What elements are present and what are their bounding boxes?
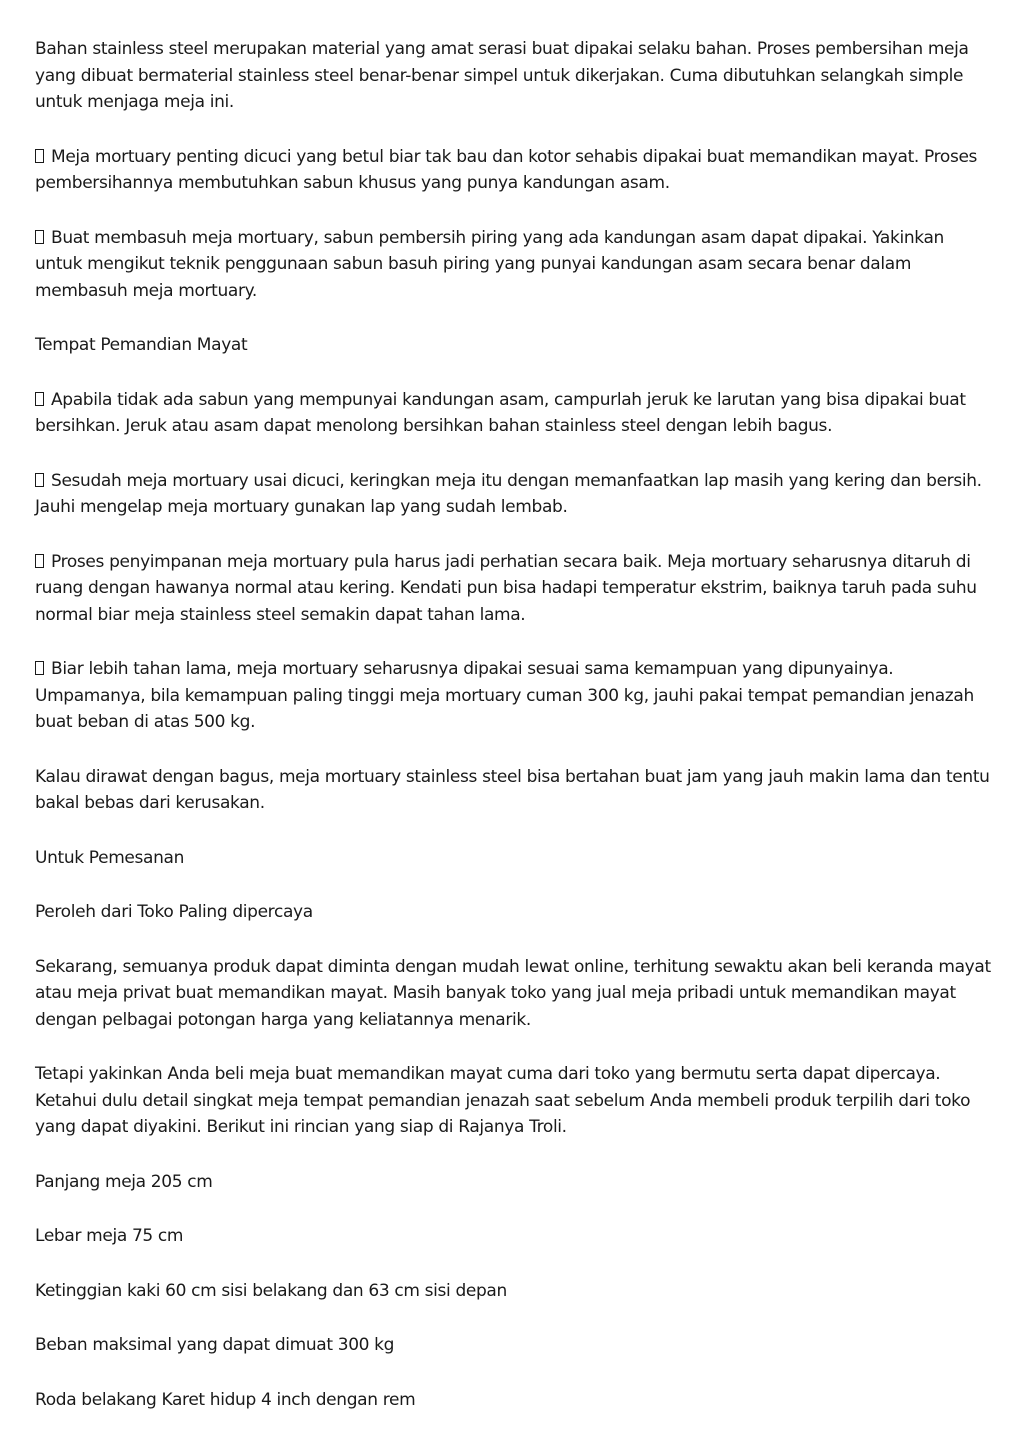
missing-glyph-bullet-icon — [35, 230, 44, 244]
missing-glyph-bullet-icon — [35, 554, 44, 568]
bullet-paragraph — [35, 468, 995, 521]
bullet-text: Meja mortuary penting dicuci yang betul biar tak bau dan kotor sehabis dipakai buat memandikan mayat. Proses pembersihannya membutuhkan sabun khusus yang punya kandungan asam. — [35, 146, 978, 193]
missing-glyph-bullet-icon — [35, 661, 44, 675]
bullet-paragraph — [35, 144, 995, 197]
document-body — [35, 36, 995, 1441]
spec-line: Panjang meja 205 cm — [35, 1171, 213, 1192]
spec-line: Roda belakang Karet hidup 4 inch dengan rem — [35, 1389, 416, 1410]
bullet-text: Sesudah meja mortuary usai dicuci, keringkan meja itu dengan memanfaatkan lap masih yang kering dan bersih. Jauhi mengelap meja mortuary gunakan lap yang sudah lembab. — [35, 470, 982, 517]
spec-line: Lebar meja 75 cm — [35, 1226, 184, 1246]
bullet-paragraph — [35, 656, 995, 736]
bullet-paragraph — [35, 549, 995, 629]
spec-line: Ketinggian kaki 60 cm sisi belakang dan 63 cm sisi depan — [35, 1280, 507, 1301]
bullet-paragraph — [35, 225, 995, 305]
paragraph: Sekarang, semuanya produk dapat diminta dengan mudah lewat online, terhitung sewaktu akan beli keranda mayat atau meja privat buat memandikan mayat. Masih banyak toko yang jual meja pribadi untuk memandikan mayat dengan pelbagai potongan harga yang keliatannya menarik. — [35, 956, 991, 1030]
paragraph: Kalau dirawat dengan bagus, meja mortuary stainless steel bisa bertahan buat jam yang jauh makin lama dan tentu bakal bebas dari kerusakan. — [35, 766, 990, 813]
paragraph: Bahan stainless steel merupakan material yang amat serasi buat dipakai selaku bahan. Proses pembersihan meja yang dibuat bermaterial stainless steel benar-benar simpel untuk dikerjakan. Cuma dibutuhkan selangkah simple untuk menjaga meja ini. — [35, 39, 969, 112]
paragraph: Tetapi yakinkan Anda beli meja buat memandikan mayat cuma dari toko yang bermutu serta dapat dipercaya. Ketahui dulu detail singkat meja tempat pemandian jenazah saat sebelum Anda membeli produk terpilih dari toko yang dapat diyakini. Berikut ini rincian yang siap di Rajanya Troli. — [35, 1064, 971, 1137]
bullet-text: Apabila tidak ada sabun yang mempunyai kandungan asam, campurlah jeruk ke larutan yang bisa dipakai buat bersihkan. Jeruk atau asam dapat menolong bersihkan bahan stainless steel dengan lebih bagus. — [35, 389, 966, 436]
missing-glyph-bullet-icon — [35, 473, 44, 487]
bullet-text: Buat membasuh meja mortuary, sabun pembersih piring yang ada kandungan asam dapat dipakai. Yakinkan untuk mengikut teknik penggunaan sabun basuh piring yang punyai kandungan asam secara benar dalam membasuh meja mortuary. — [35, 227, 944, 301]
missing-glyph-bullet-icon — [35, 149, 44, 163]
section-heading: Untuk Pemesanan — [35, 847, 185, 868]
bullet-text: Biar lebih tahan lama, meja mortuary seharusnya dipakai sesuai sama kemampuan yang dipunyainya. Umpamanya, bila kemampuan paling tinggi meja mortuary cuman 300 kg, jauhi pakai tempat pemandian jenazah buat beban di atas 500 kg. — [35, 659, 974, 732]
bullet-paragraph — [35, 387, 995, 440]
missing-glyph-bullet-icon — [35, 392, 44, 406]
section-heading: Peroleh dari Toko Paling dipercaya — [35, 902, 313, 922]
spec-line: Beban maksimal yang dapat dimuat 300 kg — [35, 1335, 395, 1355]
section-heading: Tempat Pemandian Mayat — [35, 335, 248, 355]
bullet-text: Proses penyimpanan meja mortuary pula harus jadi perhatian secara baik. Meja mortuary seharusnya ditaruh di ruang dengan hawanya normal atau kering. Kendati pun bisa hadapi temperatur ekstrim, baiknya taruh pada suhu normal biar meja stainless steel semakin dapat tahan lama. — [35, 551, 977, 625]
